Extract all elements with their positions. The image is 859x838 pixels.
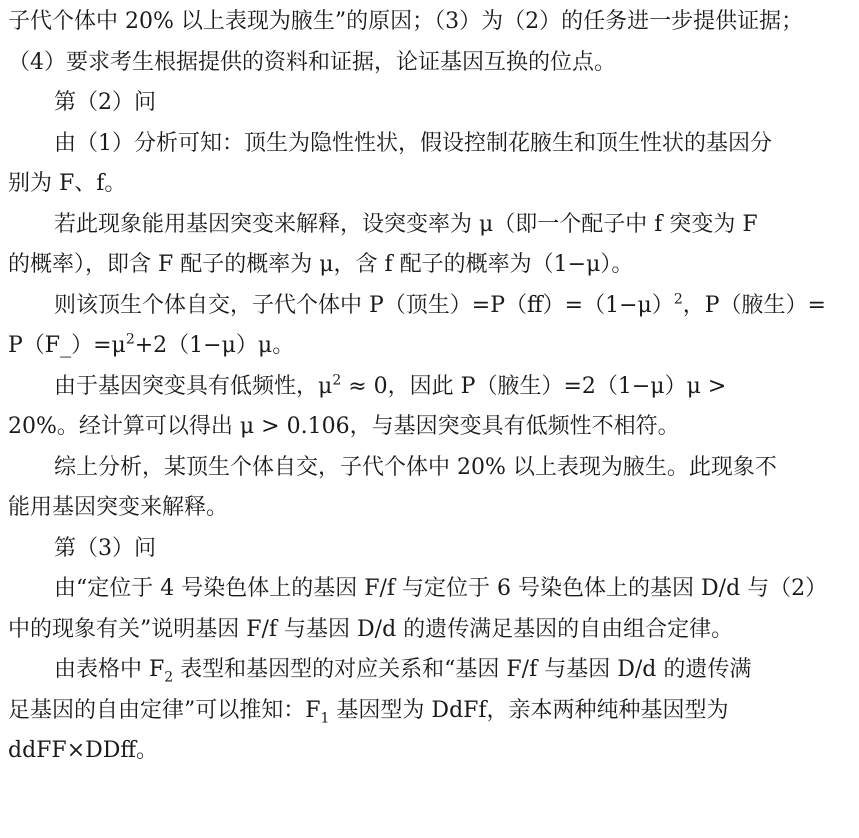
paragraph-genotype-start bbox=[8, 650, 851, 691]
formula-text: 表型和基因型的对应关系和“基因 F/f 与基因 D/d 的遗传满 bbox=[173, 657, 752, 682]
formula-text: ，P（腋生）= bbox=[682, 292, 826, 318]
formula-text: ≈ 0，因此 P（腋生）=2（1−μ）μ > bbox=[341, 373, 727, 399]
formula-text: 则该顶生个体自交，子代个体中 P（顶生）=P（ff）=（1−μ） bbox=[54, 292, 674, 318]
paragraph-chromosome-start: 由“定位于 4 号染色体上的基因 F/f 与定位于 6 号染色体上的基因 D/d 与（2） bbox=[54, 576, 828, 601]
paragraph-genotype-end: ddFF×DDff。 bbox=[8, 738, 159, 763]
paragraph-analysis-start: 由（1）分析可知：顶生为隐性性状，假设控制花腋生和顶生性状的基因分 bbox=[54, 130, 772, 156]
exponent: 2 bbox=[332, 372, 342, 389]
text-line-1: 子代个体中 20% 以上表现为腋生”的原因；（3）为（2）的任务进一步提供证据； bbox=[8, 9, 804, 34]
paragraph-low-frequency-end: 20%。经计算可以得出 μ > 0.106，与基因突变具有低频性不相符。 bbox=[8, 414, 680, 439]
formula-text: +2（1−μ）μ。 bbox=[134, 333, 295, 358]
formula-text: 足基因的自由定律”可以推知：F bbox=[8, 697, 321, 723]
paragraph-probability-end bbox=[8, 326, 851, 367]
formula-text: P（F_）=μ bbox=[8, 333, 126, 358]
subscript: 1 bbox=[320, 709, 330, 726]
exponent: 2 bbox=[125, 331, 135, 348]
paragraph-conclusion-start: 综上分析，某顶生个体自交，子代个体中 20% 以上表现为腋生。此现象不 bbox=[54, 454, 777, 480]
text-line-2: （4）要求考生根据提供的资料和证据，论证基因互换的位点。 bbox=[8, 49, 616, 75]
paragraph-probability-start bbox=[8, 286, 851, 327]
paragraph-conclusion-end: 能用基因突变来解释。 bbox=[8, 495, 229, 520]
subscript: 2 bbox=[164, 669, 174, 686]
paragraph-low-frequency-start bbox=[8, 367, 851, 408]
paragraph-chromosome-end: 中的现象有关”说明基因 F/f 与基因 D/d 的遗传满足基因的自由组合定律。 bbox=[8, 616, 734, 642]
paragraph-mutation-start: 若此现象能用基因突变来解释，设突变率为 μ（即一个配子中 f 突变为 F bbox=[54, 211, 758, 237]
paragraph-mutation-end: 的概率），即含 F 配子的概率为 μ，含 f 配子的概率为（1−μ）。 bbox=[8, 252, 634, 277]
paragraph-analysis-end: 别为 F、f。 bbox=[8, 171, 127, 196]
formula-text: 由于基因突变具有低频性，μ bbox=[54, 373, 333, 399]
paragraph-genotype-middle bbox=[8, 691, 851, 732]
exponent: 2 bbox=[673, 291, 683, 308]
formula-text: 由表格中 F bbox=[54, 657, 165, 682]
section-heading-q2: 第（2）问 bbox=[54, 90, 156, 115]
formula-text: 基因型为 DdFf，亲本两种纯种基因型为 bbox=[329, 697, 729, 723]
section-heading-q3: 第（3）问 bbox=[54, 535, 156, 561]
